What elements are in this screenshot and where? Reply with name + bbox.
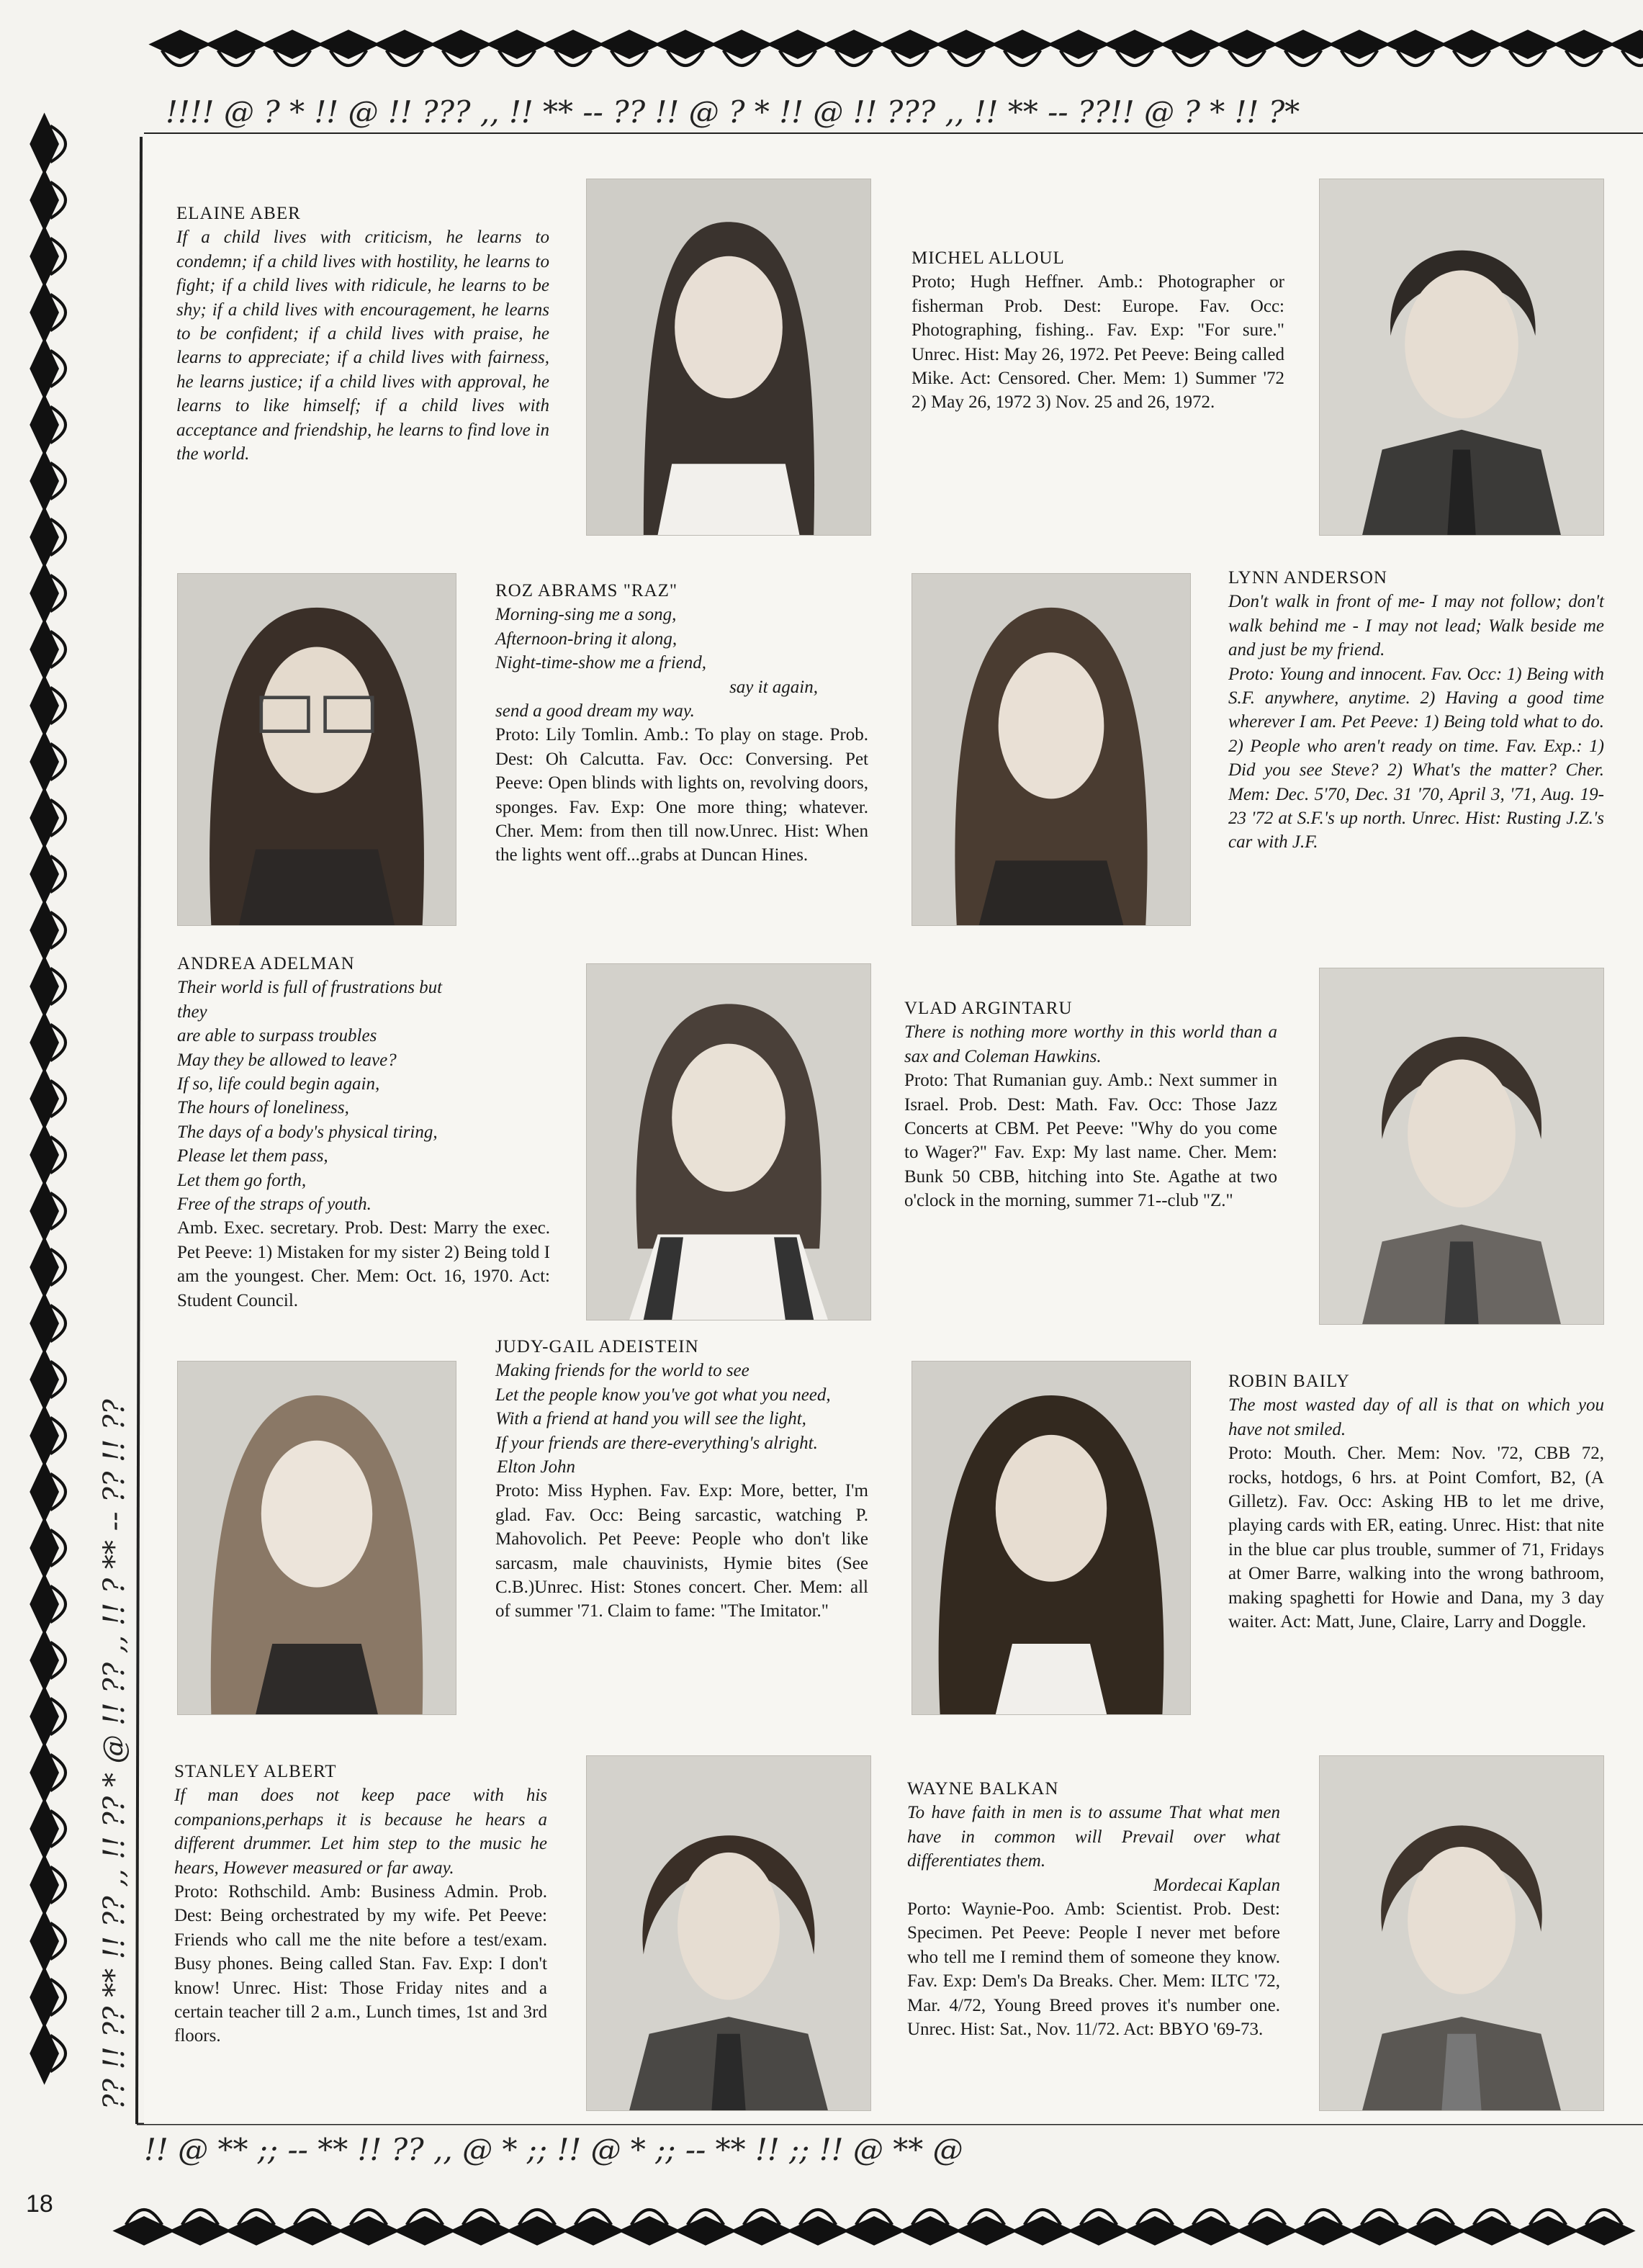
grad-cap-icon — [563, 2210, 624, 2245]
entry-michel-alloul — [911, 246, 1284, 415]
portrait-photo — [586, 1755, 871, 2111]
grad-cap-icon — [318, 30, 379, 66]
grad-cap-icon — [30, 675, 66, 736]
grad-cap-icon — [30, 1967, 66, 2028]
quote-attribution: Mordecai Kaplan — [1153, 1875, 1280, 1895]
grad-cap-icon — [374, 30, 435, 66]
grad-cap-icon — [619, 2210, 680, 2245]
grad-cap-icon — [30, 1518, 66, 1578]
grad-cap-icon — [206, 30, 266, 66]
student-quote: Making friends for the world to see Let the people know you've got what you need, With a friend at hand you will see the light, If your friends are there-everything's alright. — [495, 1361, 831, 1453]
grad-cap-icon — [1217, 30, 1277, 66]
grad-cap-icon — [487, 30, 547, 66]
portrait-photo — [586, 963, 871, 1320]
portrait-photo — [586, 179, 871, 536]
student-quote: The most wasted day of all is that on which you have not smiled. — [1228, 1395, 1604, 1439]
grad-cap-icon — [30, 1462, 66, 1522]
grad-cap-icon — [936, 30, 996, 66]
student-name: STANLEY ALBERT — [174, 1762, 337, 1781]
portrait-photo — [177, 573, 456, 926]
grad-cap-icon — [992, 30, 1053, 66]
entry-stanley-albert — [174, 1760, 547, 2048]
grad-cap-icon — [1104, 30, 1165, 66]
grad-cap-icon — [507, 2210, 567, 2245]
student-name: ROBIN BAILY — [1228, 1372, 1350, 1391]
student-name: MICHEL ALLOUL — [911, 248, 1065, 268]
border-scribble-bottom: !! @ ** ;; -- ** !! ?? ,, @ * ;; !! @ * ;; -- ** !! ;; !! @ ** @ — [144, 2132, 963, 2167]
grad-cap-icon — [655, 30, 716, 66]
grad-cap-icon — [675, 2210, 736, 2245]
student-name: ROZ ABRAMS "RAZ" — [495, 581, 678, 600]
student-quote-indent: say it again, — [729, 677, 818, 697]
student-quote: There is nothing more worthy in this world than a sax and Coleman Hawkins. — [904, 1022, 1277, 1066]
grad-cap-icon — [30, 788, 66, 848]
student-quote-tail: send a good dream my way. — [495, 701, 695, 721]
grad-cap-icon — [30, 1349, 66, 1410]
grad-cap-icon — [30, 1855, 66, 1915]
grad-cap-icon — [30, 282, 66, 343]
grad-cap-icon — [1441, 30, 1502, 66]
grad-cap-icon — [30, 1742, 66, 1803]
grad-cap-icon — [30, 900, 66, 960]
grad-cap-icon — [30, 1125, 66, 1185]
grad-cap-icon — [732, 2210, 792, 2245]
grad-cap-icon — [30, 1911, 66, 1971]
grad-cap-icon — [1273, 30, 1333, 66]
grad-cap-icon — [824, 30, 884, 66]
student-name: VLAD ARGINTARU — [904, 999, 1073, 1018]
portrait-photo — [177, 1361, 456, 1715]
student-quote: If a child lives with criticism, he learns to condemn; if a child lives with hostility, he learns to fight; if a child lives with ridicule, he learns to be shy; if a child lives with encouragement, he learns to be confident; if a child lives with praise, he learns to appreciate; if a child lives with fairness, he learns justice; if a child lives with approval, he learns to like himself; if a child lives with acceptance and friendship, he learns to find love in the world. — [176, 228, 549, 464]
grad-cap-icon — [1574, 2210, 1634, 2245]
grad-cap-icon — [30, 1293, 66, 1354]
student-bio: Proto: Mouth. Cher. Mem: Nov. '72, CBB 72, rocks, hotdogs, 6 hrs. at Point Comfort, B2, (A Gilletz). Fav. Occ: Asking HB to let me drive, playing cards with ER, eating. Unrec. Hist: that nite in the blue car plus trouble, summer of 71, Fridays at Omer Barre, walking into the wrong bathroom, making spaghetti for Howie and Dana, my 3 day waiter. Act: Matt, June, Claire, Larry and Doggle. — [1228, 1444, 1604, 1632]
grad-cap-icon — [1329, 30, 1390, 66]
grad-cap-icon — [599, 30, 660, 66]
entry-vlad-argintaru — [904, 996, 1277, 1213]
grad-cap-icon — [1349, 2210, 1410, 2245]
student-quote: If man does not keep pace with his companions,perhaps it is because he hears a different drummer. Let him step to the music he hears, However measured or far away. — [174, 1786, 547, 1878]
grad-cap-icon — [30, 732, 66, 792]
student-quote: To have faith in men is to assume That what men have in common will Prevail over what differentiates them. — [907, 1803, 1280, 1871]
grad-cap-icon — [338, 2210, 399, 2245]
grad-cap-icon — [768, 30, 828, 66]
grad-cap-icon — [788, 2210, 848, 2245]
student-quote: Don't walk in front of me- I may not follow; don't walk behind me - I may not lead; Walk beside me and just be my friend. — [1228, 592, 1604, 660]
grad-cap-icon — [1012, 2210, 1073, 2245]
entry-judy-gail-adeistein — [495, 1335, 868, 1624]
grad-cap-icon — [30, 1068, 66, 1129]
grad-cap-icon — [30, 1574, 66, 1634]
grad-cap-icon — [30, 1181, 66, 1241]
entry-lynn-anderson — [1228, 566, 1604, 855]
grad-cap-icon — [30, 1799, 66, 1859]
student-bio: Proto: That Rumanian guy. Amb.: Next summer in Israel. Prob. Dest: Math. Fav. Occ: Those Jazz Concerts at CBM. Pet Peeve: "Why do you come to Wager?" Fav. Exp: My last name. Cher. Mem: Bunk 50 CBB, hitching into Ste. Agathe at two o'clock in the morning, summer 71--club "Z." — [904, 1071, 1277, 1211]
student-name: JUDY-GAIL ADEISTEIN — [495, 1337, 699, 1356]
student-name: ELAINE ABER — [176, 204, 301, 223]
student-bio: Proto; Hugh Heffner. Amb.: Photographer or fisherman Prob. Dest: Europe. Fav. Occ: Photographing, fishing.. Fav. Exp: "For sure." Unrec. Hist: May 26, 1972. Pet Peeve: Being called Mike. Act: Censored. Cher. Mem: 1) Summer '72 2) May 26, 1972 3) Nov. 25 and 26, 1972. — [911, 272, 1284, 413]
quote-attribution: Elton John — [497, 1457, 576, 1477]
grad-cap-icon — [30, 338, 66, 399]
grad-cap-icon — [282, 2210, 343, 2245]
grad-cap-icon — [30, 226, 66, 287]
grad-cap-icon — [711, 30, 772, 66]
grad-cap-icon — [1237, 2210, 1297, 2245]
entry-andrea-adelman — [177, 952, 550, 1313]
grad-cap-icon — [114, 2210, 174, 2245]
grad-cap-icon — [1610, 30, 1643, 66]
grad-cap-icon — [30, 2023, 66, 2084]
grad-cap-icon — [262, 30, 323, 66]
grad-cap-icon — [844, 2210, 904, 2245]
grad-cap-icon — [30, 1237, 66, 1297]
grad-cap-icon — [900, 2210, 960, 2245]
grad-cap-icon — [30, 563, 66, 624]
grad-cap-icon — [395, 2210, 455, 2245]
student-bio: Proto: Miss Hyphen. Fav. Exp: More, better, I'm glad. Fav. Occ: Being sarcastic, watching P. Mahovolich. Pet Peeve: People who don't like sarcasm, male chauvinists, Hymie bites (See C.B.)Unrec. Hist: Stones concert. Cher. Mem: all of summer '71. Claim to fame: "The Imitator." — [495, 1481, 868, 1621]
grad-cap-icon — [1181, 2210, 1241, 2245]
grad-cap-icon — [1068, 2210, 1129, 2245]
grad-cap-icon — [30, 507, 66, 567]
portrait-photo — [911, 573, 1191, 926]
grad-cap-icon — [226, 2210, 287, 2245]
grad-cap-icon — [431, 30, 491, 66]
grad-cap-icon — [956, 2210, 1017, 2245]
entry-elaine-aber — [176, 202, 549, 466]
student-bio: Proto: Lily Tomlin. Amb.: To play on stage. Prob. Dest: Oh Calcutta. Fav. Occ: Conversing. Pet Peeve: Open blinds with lights on, revolving doors, sponges. Fav. Exp: One more thing; whatever. Cher. Mem: from then till now.Unrec. Hist: When the lights went off...grabs at Duncan Hines. — [495, 725, 868, 865]
entry-roz-abrams — [495, 579, 868, 868]
grad-cap-icon — [170, 2210, 230, 2245]
grad-cap-icon — [1293, 2210, 1354, 2245]
grad-cap-icon — [30, 395, 66, 455]
grad-cap-icon — [30, 1630, 66, 1691]
grad-cap-icon — [1385, 30, 1446, 66]
entry-wayne-balkan — [907, 1777, 1280, 2041]
student-bio: Proto: Rothschild. Amb: Business Admin. Prob. Dest: Being orchestrated by my wife. Pet Peeve: Friends who call me the nite before a test/exam. Busy phones. Being called Stan. Fav. Exp: I don't know! Unrec. Hist: Those Friday nites and a certain teacher till 2 a.m., Lunch times, 1st and 3rd floors. — [174, 1882, 547, 2046]
grad-cap-icon — [451, 2210, 511, 2245]
student-bio: Proto: Young and innocent. Fav. Occ: 1) Being with S.F. anywhere, anytime. 2) Having a good time wherever I am. Pet Peeve: 1) Being told what to do. 2) People who aren't ready on time. Fav. Exp.: 1) Did you see Steve? 2) What's the matter? Cher. Mem: Dec. 5'70, Dec. 31 '70, April 3, '71, Aug. 19-23 '72 at S.F.'s up north. Unrec. Hist: Rusting J.Z.'s car with J.F. — [1228, 664, 1604, 852]
grad-cap-icon — [30, 451, 66, 511]
grad-cap-icon — [30, 619, 66, 680]
grad-cap-icon — [30, 956, 66, 1017]
grad-cap-icon — [1554, 30, 1614, 66]
grad-cap-icon — [880, 30, 940, 66]
grad-cap-icon — [1161, 30, 1221, 66]
student-name: LYNN ANDERSON — [1228, 568, 1387, 588]
grad-cap-icon — [543, 30, 603, 66]
grad-cap-icon — [1498, 30, 1558, 66]
grad-cap-icon — [150, 30, 210, 66]
grad-cap-icon — [30, 844, 66, 904]
portrait-photo — [911, 1361, 1191, 1715]
entry-robin-baily — [1228, 1369, 1604, 1634]
grad-cap-icon — [1405, 2210, 1466, 2245]
page-number: 18 — [26, 2190, 53, 2218]
border-scribble-top: !!!! @ ? * !! @ !! ??? ,, !! ** -- ?? !! @ ? * !! @ !! ??? ,, !! ** -- ??!! @ ? * !! ?* — [166, 94, 1300, 130]
grad-cap-icon — [30, 1012, 66, 1073]
grad-cap-icon — [30, 114, 66, 174]
portrait-photo — [1319, 179, 1604, 536]
grad-cap-icon — [1048, 30, 1109, 66]
grad-cap-icon — [1125, 2210, 1185, 2245]
portrait-photo — [1319, 968, 1604, 1325]
student-bio: Amb. Exec. secretary. Prob. Dest: Marry the exec. Pet Peeve: 1) Mistaken for my sister 2) Being told I am the youngest. Cher. Mem: Oct. 16, 1970. Act: Student Council. — [177, 1218, 550, 1310]
student-name: WAYNE BALKAN — [907, 1779, 1059, 1799]
student-quote: Morning-sing me a song, Afternoon-bring it along, Night-time-show me a friend, — [495, 605, 707, 673]
student-bio: Porto: Waynie-Poo. Amb: Scientist. Prob. Dest: Specimen. Pet Peeve: People I never met before who tell me I remind them of someone they know. Fav. Exp: Dem's Da Breaks. Cher. Mem: ILTC '72, Mar. 4/72, Young Breed proves it's number one. Unrec. Hist: Sat., Nov. 11/72. Act: BBYO '69-73. — [907, 1899, 1280, 2040]
portrait-photo — [1319, 1755, 1604, 2111]
grad-cap-icon — [30, 1686, 66, 1747]
grad-cap-icon — [1462, 2210, 1522, 2245]
student-name: ANDREA ADELMAN — [177, 954, 355, 973]
border-scribble-left: ?? !! ?? ** !! ?? ,, !! ?? * @ !! ?? ,, !! ? ** -- ?? !! ?? — [98, 1399, 131, 2110]
grad-cap-icon — [1518, 2210, 1578, 2245]
grad-cap-icon — [30, 1405, 66, 1466]
grad-cap-icon — [30, 170, 66, 230]
student-quote: Their world is full of frustrations but they are able to surpass troubles May they be allowed to leave? If so, life could begin again, The hours of loneliness, The days of a body's physical tiring, Please let them pass, Let them go forth, Free of the straps of youth. — [177, 978, 443, 1215]
